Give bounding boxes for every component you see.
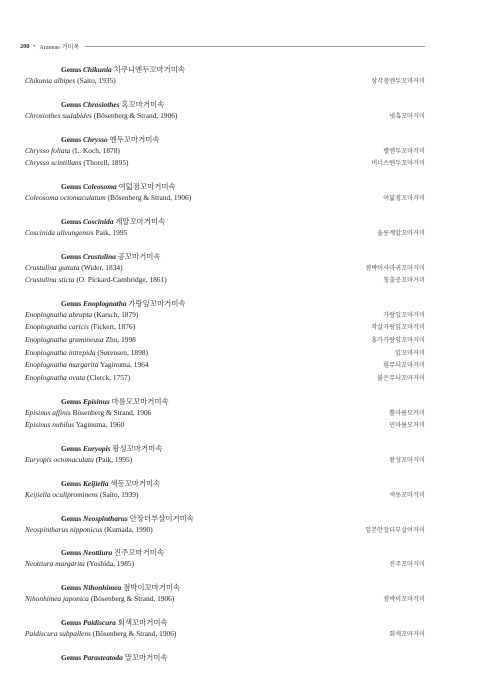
species-name: Enoplognatha ovata xyxy=(25,372,86,382)
species-korean-name: 흰무늬꼬마거미 xyxy=(383,362,425,370)
species-name: Crustulina guttata xyxy=(25,262,80,272)
species-scientific xyxy=(25,489,138,501)
genus-block xyxy=(25,478,425,502)
species-row xyxy=(25,372,425,385)
species-author: (Saito, 1935) xyxy=(77,76,116,85)
genus-name: Chrosiothes xyxy=(83,99,120,109)
species-scientific xyxy=(25,227,127,239)
species-scientific xyxy=(25,372,130,384)
species-name: Crustulina sticta xyxy=(25,275,75,285)
species-row xyxy=(25,524,425,537)
species-author: Paik, 1995 xyxy=(95,227,128,237)
genus-label: Genus xyxy=(61,65,82,74)
checklist-content xyxy=(25,64,425,674)
species-korean-name: 점박이사마귀꼬마거미 xyxy=(365,264,425,272)
header-rule xyxy=(85,46,425,47)
genus-block xyxy=(25,396,425,432)
genus-block xyxy=(25,181,425,205)
genus-block xyxy=(25,298,425,385)
genus-label: Genus xyxy=(61,216,82,226)
genus-title xyxy=(25,547,425,558)
genus-title xyxy=(25,298,425,309)
species-name: Coscinida ulleungensis xyxy=(25,227,94,237)
genus-name: Chrysso xyxy=(83,134,108,144)
species-korean-name: 진주꼬마거미 xyxy=(389,561,425,569)
species-korean-name: 작살가랑잎꼬마거미 xyxy=(371,324,425,332)
genus-name: Enoplognatha xyxy=(83,298,127,308)
species-row xyxy=(25,334,425,347)
species-row xyxy=(25,419,425,432)
species-korean-name: 삼각점엔두꼬마거미 xyxy=(371,78,425,85)
species-name: Chikunia albipes xyxy=(25,76,76,85)
species-row xyxy=(25,262,425,275)
species-korean-name: 뿔마름모거미 xyxy=(389,409,425,417)
species-author: (Karsch, 1879) xyxy=(94,309,139,319)
genus-title xyxy=(25,216,425,227)
genus-korean-name: 계알꼬마거미속 xyxy=(115,216,166,226)
genus-title xyxy=(25,181,425,192)
species-author: (Bösenberg & Strand, 1906) xyxy=(107,192,192,202)
page-number: 200 xyxy=(20,43,30,50)
species-name: Enoplognatha caricis xyxy=(25,322,89,332)
genus-block xyxy=(25,64,425,88)
species-row xyxy=(25,628,425,641)
genus-block xyxy=(25,216,425,240)
genus-title xyxy=(25,617,425,628)
genus-label: Genus xyxy=(61,181,82,191)
species-scientific xyxy=(25,419,124,431)
species-scientific xyxy=(25,454,132,466)
species-row xyxy=(25,558,425,571)
species-author: Bösenberg & Strand, 1906 xyxy=(72,407,152,417)
genus-label: Genus xyxy=(61,99,82,109)
species-row xyxy=(25,489,425,502)
species-row xyxy=(25,593,425,606)
genus-block xyxy=(25,617,425,641)
genus-title xyxy=(25,478,425,489)
genus-title xyxy=(25,64,425,75)
genus-korean-name: 치쿠니엔두꼬마거미속 xyxy=(113,65,186,74)
genus-title xyxy=(25,134,425,145)
genus-korean-name: 점박이꼬마거미속 xyxy=(123,583,181,593)
species-korean-name: 점박이꼬마거미 xyxy=(383,596,425,604)
genus-title xyxy=(25,99,425,110)
species-row xyxy=(25,359,425,372)
species-author: (Sørensen, 1898) xyxy=(97,347,148,357)
species-row xyxy=(25,110,425,123)
genus-name: Crustulina xyxy=(83,251,116,261)
genus-label: Genus xyxy=(61,134,82,144)
species-korean-name: 넷혹꼬마거미 xyxy=(389,112,425,120)
species-scientific xyxy=(25,628,176,640)
species-scientific xyxy=(25,347,148,359)
species-author: (Kumada, 1990) xyxy=(104,524,153,534)
genus-block xyxy=(25,652,425,663)
species-korean-name: 색동꼬마거미 xyxy=(389,491,425,499)
genus-name: Nihonhimea xyxy=(83,583,122,593)
species-author: (Thorell, 1895) xyxy=(83,158,129,168)
species-scientific xyxy=(25,558,134,570)
genus-block xyxy=(25,251,425,287)
species-korean-name: 버너스엔두꼬마거미 xyxy=(371,160,425,168)
genus-label: Genus xyxy=(61,444,82,453)
genus-title xyxy=(25,652,425,663)
species-author: (Wider, 1834) xyxy=(81,262,123,272)
genus-label: Genus xyxy=(61,251,82,261)
genus-block xyxy=(25,134,425,170)
species-author: (Bösenberg & Strand, 1906) xyxy=(92,628,177,638)
genus-name: Coleosoma xyxy=(83,181,117,191)
species-korean-name: 여덟점꼬마거미 xyxy=(383,194,425,202)
species-korean-name: 일본안장더부살이거미 xyxy=(365,526,425,534)
species-scientific xyxy=(25,145,120,157)
species-author: (O. Pickard-Cambridge, 1861) xyxy=(76,275,167,285)
species-korean-name: 잎꼬마거미 xyxy=(395,349,425,357)
genus-korean-name: 말꼬마거미속 xyxy=(124,652,168,662)
genus-block xyxy=(25,443,425,467)
genus-name: Neottiura xyxy=(83,548,113,558)
species-author: (Bösenberg & Strand, 1906) xyxy=(93,110,178,120)
genus-block xyxy=(25,547,425,571)
genus-korean-name: 색동꼬마거미속 xyxy=(110,478,161,488)
species-korean-name: 칭출공꼬마거미 xyxy=(383,277,425,285)
species-scientific xyxy=(25,407,151,419)
genus-block xyxy=(25,582,425,606)
species-name: Enoplognatha abrupta xyxy=(25,309,93,319)
genus-korean-name: 진주꼬마거미속 xyxy=(114,548,164,558)
species-korean-name: 왕성꼬마거미 xyxy=(389,457,425,464)
genus-label: Genus xyxy=(61,548,82,558)
species-korean-name: 회색꼬마거미 xyxy=(389,630,425,638)
species-scientific xyxy=(25,262,123,274)
species-name: Coleosoma octomaculatum xyxy=(25,192,106,202)
genus-title xyxy=(25,582,425,593)
species-korean-name: 별엔두꼬마거미 xyxy=(383,147,425,155)
species-row xyxy=(25,454,425,467)
genus-korean-name: 여덟점꼬마거미속 xyxy=(118,181,176,191)
genus-name: Keijiella xyxy=(83,478,109,488)
genus-name: Neospintharus xyxy=(83,513,128,523)
species-scientific xyxy=(25,593,174,605)
species-korean-name: 홍가가랑잎꼬마거미 xyxy=(371,337,425,345)
species-row xyxy=(25,274,425,287)
species-scientific xyxy=(25,321,135,333)
species-scientific xyxy=(25,274,167,286)
species-author: (Saito, 1939) xyxy=(99,489,139,499)
genus-korean-name: 공꼬마거미속 xyxy=(117,251,161,261)
genus-name: Euryopis xyxy=(83,444,111,453)
species-name: Enoplognatha intrepida xyxy=(25,347,96,357)
species-name: Nihonhimea japonica xyxy=(25,594,89,604)
species-row xyxy=(25,157,425,170)
species-name: Episinus affinis xyxy=(25,407,71,417)
section-title: Araneae 거미목 xyxy=(39,44,80,51)
species-row xyxy=(25,145,425,158)
species-scientific xyxy=(25,359,149,371)
species-name: Euryopis octomaculata xyxy=(25,455,94,464)
genus-block xyxy=(25,513,425,537)
genus-label: Genus xyxy=(61,396,82,406)
species-author: (Fickert, 1876) xyxy=(90,322,136,332)
genus-label: Genus xyxy=(61,513,82,523)
genus-korean-name: 왕성꼬마거미속 xyxy=(112,444,163,453)
species-row xyxy=(25,321,425,334)
species-author: Zhu, 1998 xyxy=(105,335,136,345)
species-row xyxy=(25,407,425,420)
genus-korean-name: 안장더부살이거미속 xyxy=(129,513,194,523)
header-separator: • xyxy=(33,43,36,50)
genus-korean-name: 혹꼬마거미속 xyxy=(121,99,165,109)
genus-block xyxy=(25,99,425,123)
species-row xyxy=(25,309,425,322)
species-name: Enoplognatha gramineusa xyxy=(25,335,104,345)
species-row xyxy=(25,75,425,88)
species-scientific xyxy=(25,75,116,87)
genus-korean-name: 회색꼬마거미속 xyxy=(117,617,168,627)
species-scientific xyxy=(25,309,138,321)
species-row xyxy=(25,347,425,360)
species-name: Chrysso scintillans xyxy=(25,158,82,168)
species-author: (Paik, 1995) xyxy=(95,455,133,464)
species-scientific xyxy=(25,334,136,346)
species-korean-name: 붉은무늬꼬마거미 xyxy=(377,374,425,382)
species-korean-name: 민마름모거미 xyxy=(389,422,425,430)
genus-label: Genus xyxy=(61,652,82,662)
genus-korean-name: 엔두꼬마거미속 xyxy=(109,134,160,144)
genus-title xyxy=(25,443,425,454)
page-header xyxy=(20,42,425,51)
species-scientific xyxy=(25,110,177,122)
species-scientific xyxy=(25,192,191,204)
species-row xyxy=(25,227,425,240)
genus-label: Genus xyxy=(61,478,82,488)
species-korean-name: 가랑잎꼬마거미 xyxy=(383,311,425,319)
genus-korean-name: 마름모꼬마거미속 xyxy=(111,396,169,406)
species-name: Keijiella oculiprominens xyxy=(25,489,99,499)
species-name: Neospintharus nipponicus xyxy=(25,524,103,534)
species-row xyxy=(25,192,425,205)
species-name: Chrosiothes sudabides xyxy=(25,110,92,120)
genus-korean-name: 가랑잎꼬마거미속 xyxy=(128,298,186,308)
genus-title xyxy=(25,251,425,262)
genus-name: Coscinida xyxy=(83,216,114,226)
genus-title xyxy=(25,513,425,524)
species-author: (Bösenberg & Strand, 1906) xyxy=(90,594,175,604)
species-scientific xyxy=(25,524,153,536)
species-name: Paidiscura subpallens xyxy=(25,628,91,638)
species-author: (Yoshida, 1985) xyxy=(86,559,135,569)
genus-title xyxy=(25,396,425,407)
genus-name: Parasteatoda xyxy=(83,652,123,662)
species-author: Yaginuma, 1964 xyxy=(100,360,149,370)
species-name: Episinus nubilus xyxy=(25,420,75,430)
genus-name: Chikunia xyxy=(83,65,112,74)
genus-label: Genus xyxy=(61,617,82,627)
species-name: Enoplognatha margarita xyxy=(25,360,99,370)
species-author: (Clerck, 1757) xyxy=(87,372,131,382)
species-author: (L. Koch, 1878) xyxy=(72,145,120,155)
species-author: Yaginuma, 1960 xyxy=(75,420,125,430)
species-scientific xyxy=(25,157,128,169)
species-name: Chrysso foliata xyxy=(25,145,71,155)
genus-label: Genus xyxy=(61,298,82,308)
genus-name: Episinus xyxy=(83,396,110,406)
species-korean-name: 울릉계알꼬마거미 xyxy=(377,229,425,237)
genus-name: Paidiscura xyxy=(83,617,116,627)
genus-label: Genus xyxy=(61,583,82,593)
species-name: Neottiura margarita xyxy=(25,559,85,569)
